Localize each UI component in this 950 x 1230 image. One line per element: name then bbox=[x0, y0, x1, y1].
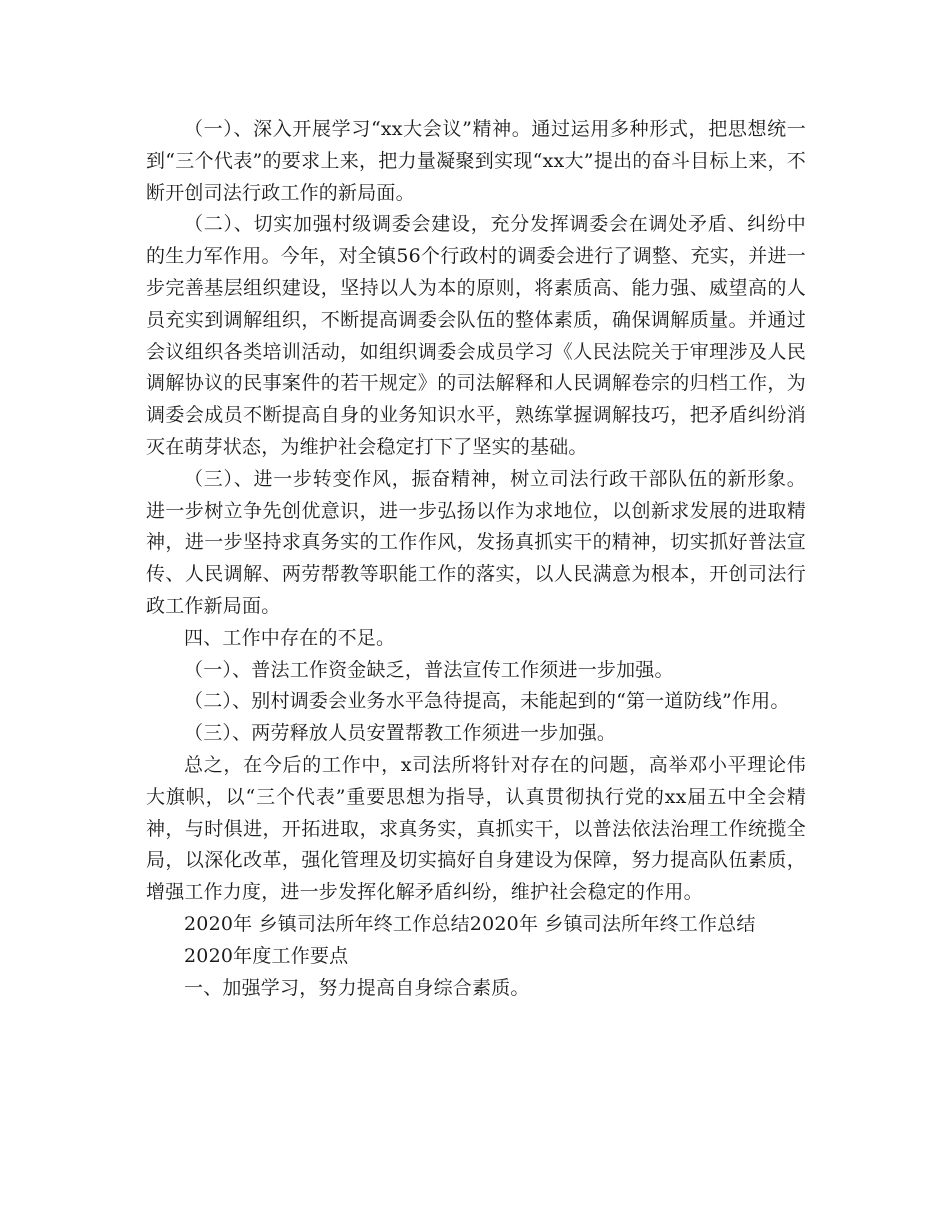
list-item-1: （一）、普法工作资金缺乏，普法宣传工作须进一步加强。 bbox=[184, 658, 674, 681]
list-item-2: （二）、别村调委会业务水平急待提高，未能起到的“第一道防线”作用。 bbox=[184, 690, 790, 713]
paragraph-1: （一）、深入开展学习“xx大会议”精神。通过运用多种形式，把思想统一到“三个代表”的要求上来，把力量凝聚到实现“xx大”提出的奋斗目标上来，不断开创司法行政工作的新局面。 bbox=[146, 118, 806, 204]
document-body bbox=[146, 114, 806, 1004]
section-heading-4: 四、工作中存在的不足。 bbox=[184, 626, 396, 649]
conclusion-paragraph: 总之，在今后的工作中，x司法所将针对存在的问题，高举邓小平理论伟大旗帜，以“三个代表”重要思想为指导，认真贯彻执行党的xx届五中全会精神，与时俱进，开拓进取，求真务实，真抓实干，以普法依法治理工作统揽全局，以深化改革，强化管理及切实搞好自身建设为保障，努力提高队伍素质，增强工作力度，进一步发挥化解矛盾纠纷，维护社会稳定的作用。 bbox=[146, 753, 806, 904]
document-title-line: 2020年 乡镇司法所年终工作总结2020年 乡镇司法所年终工作总结 bbox=[184, 912, 756, 935]
list-item-3: （三）、两劳释放人员安置帮教工作须进一步加强。 bbox=[184, 722, 617, 745]
section-title: 2020年度工作要点 bbox=[184, 944, 349, 967]
paragraph-3: （三）、进一步转变作风，振奋精神，树立司法行政干部队伍的新形象。进一步树立争先创优意识，进一步弘扬以作为求地位，以创新求发展的进取精神，进一步坚持求真务实的工作作风，发扬真抓实干的精神，切实抓好普法宣传、人民调解、两劳帮教等职能工作的落实，以人民满意为根本，开创司法行政工作新局面。 bbox=[146, 467, 806, 617]
paragraph-2: （二）、切实加强村级调委会建设，充分发挥调委会在调处矛盾、纠纷中的生力军作用。今年，对全镇56个行政村的调委会进行了调整、充实，并进一步完善基层组织建设，坚持以人为本的原则，将素质高、能力强、威望高的人员充实到调解组织，不断提高调委会队伍的整体素质，确保调解质量。并通过会议组织各类培训活动，如组织调委会成员学习《人民法院关于审理涉及人民调解协议的民事案件的若干规定》的司法解释和人民调解卷宗的归档工作，为调委会成员不断提高自身的业务知识水平，熟练掌握调解技巧，把矛盾纠纷消灭在萌芽状态，为维护社会稳定打下了坚实的基础。 bbox=[146, 213, 806, 458]
section-heading-1: 一、加强学习，努力提高自身综合素质。 bbox=[184, 976, 530, 999]
